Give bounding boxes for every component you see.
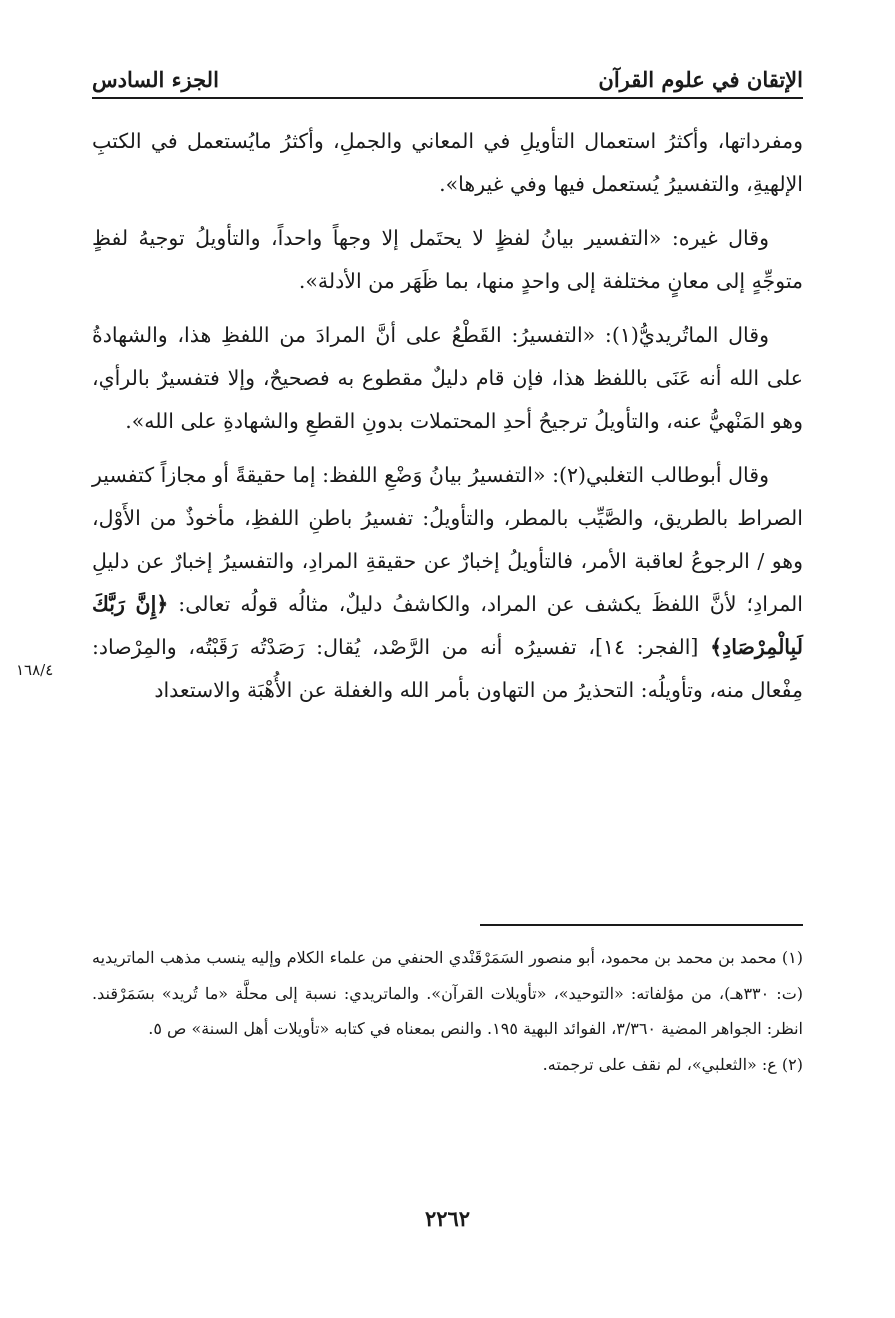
footnote-1: (١) محمد بن محمد بن محمود، أبو منصور السَمَرْقَنْدي الحنفي من علماء الكلام وإليه ينسب مذهب الماتريديه (ت: ٣٣٠هـ)، من مؤلفاته: «التوحيد»، «تأويلات القرآن». والماتريدي: نسبة إلى محلَّة «ما تُريد» بسَمَرْقند. انظر: الجواهر المضية ٣/٣٦٠، الفوائد البهية ١٩٥. والنص بمعناه في كتابه «تأويلات أهل السنة» ص ٥. <box>92 948 804 1038</box>
paragraph-1: ومفرداتها، وأكثرُ استعمال التأويلِ في المعاني والجملِ، وأكثرُ مايُستعمل في الكتبِ الإلهيةِ، والتفسيرُ يُستعمل فيها وفي غيرها». <box>92 129 803 196</box>
footnote-2: (٢) ع: «الثعلبي»، لم نقف على ترجمته. <box>542 1054 803 1074</box>
book-title: الإتقان في علوم القرآن <box>598 67 803 92</box>
margin-page-reference: ١٦٨/٤ <box>16 661 54 679</box>
footnotes <box>92 940 803 1082</box>
paragraph-3: وقال الماتُريديُّ(١): «التفسيرُ: القَطْعُ على أنَّ المرادَ من اللفظِ هذا، والشهادةُ على الله أنه عَنَى باللفظ هذا، فإن قام دليلٌ مقطوع به فصحيحٌ، وإلا فتفسيرٌ بالرأي، وهو المَنْهيُّ عنه، والتأويلُ ترجيحُ أحدِ المحتملات بدونِ القطعِ والشهادةِ على الله». <box>92 323 803 433</box>
paragraph-2: وقال غيره: «التفسير بيانُ لفظٍ لا يحتَمل إلا وجهاً واحداً، والتأويلُ توجيهُ لفظٍ متوجِّهٍ إلى معانٍ مختلفة إلى واحدٍ منها، بما ظَهَر من الأدلة». <box>92 226 803 293</box>
volume-label: الجزء السادس <box>92 67 219 92</box>
header-divider <box>92 97 803 99</box>
page-number: ٢٢٦٢ <box>424 1206 471 1231</box>
quran-verse: ﴿إِنَّ رَبَّكَ لَبِالْمِرْصَادِ﴾ <box>92 592 803 659</box>
main-text <box>92 120 803 723</box>
running-header <box>92 46 803 92</box>
footnote-divider <box>480 924 803 926</box>
paragraph-4-before-verse: وقال أبوطالب التغلبي(٢): «التفسيرُ بيانُ وَضْعِ اللفظ: إما حقيقةً أو مجازاً كتفسير الصراط بالطريق، والصَّيِّب بالمطر، والتأويلُ: تفسيرُ باطنِ اللفظِ، مأخوذٌ من الأَوْل، وهو / الرجوعُ لعاقبة الأمر، فالتأويلُ إخبارٌ عن حقيقةِ المرادِ، والتفسيرُ إخبارٌ عن دليلِ المرادِ؛ لأنَّ اللفظَ يكشف عن المراد، والكاشفُ دليلٌ، مثالُه قولُه تعالى: <box>92 463 803 616</box>
paragraph-4 <box>92 454 803 712</box>
paragraph-4-after-verse: [الفجر: ١٤]، تفسيرُه أنه من الرَّصْد، يُقال: رَصَدْتُه رَقَبْتُه، والمِرْصاد: مِفْعال منه، وتأويلُه: التحذيرُ من التهاون بأمر الله والغفلة عن الأُهْبَة والاستعداد <box>92 635 803 702</box>
